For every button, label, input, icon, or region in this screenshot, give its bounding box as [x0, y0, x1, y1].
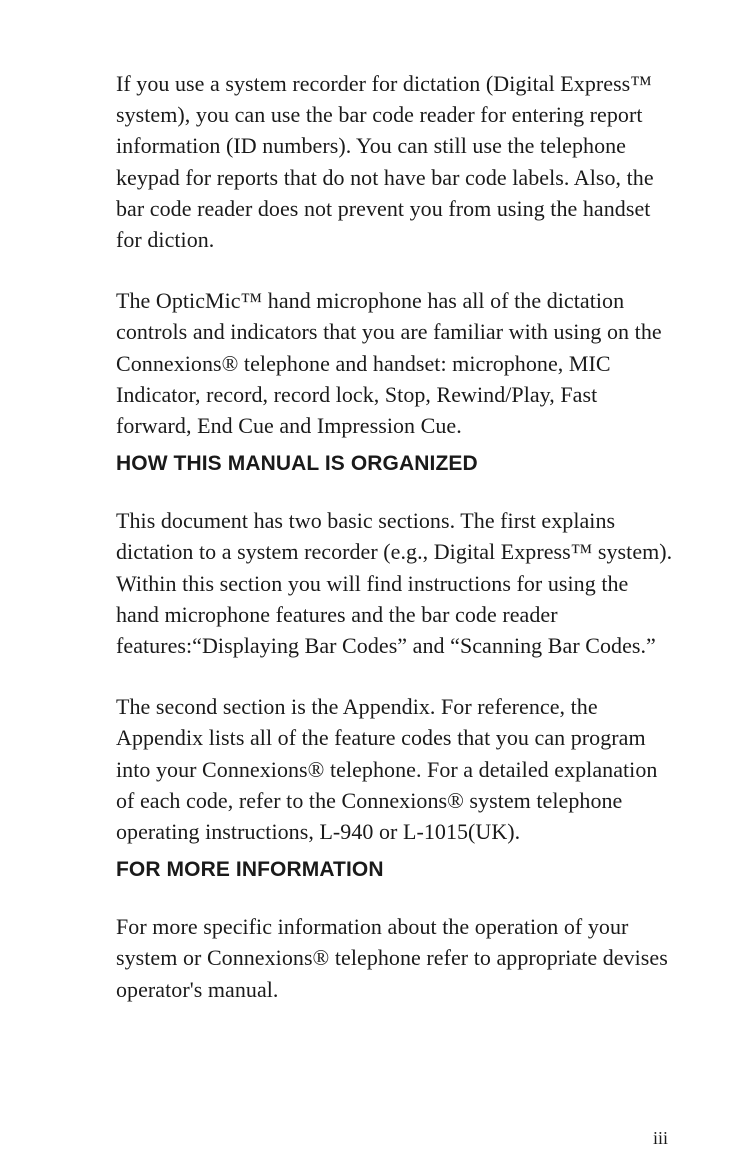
organization-paragraph-first-section: This document has two basic sections. The first explains dictation to a system recorder (e.g., Digital Express™ system). Within this section you will find instructions for using the hand microphone features and the bar code reader features:“Displaying Bar Codes” and “Scanning Bar Codes.” — [116, 508, 673, 659]
section-heading-manual-organization: HOW THIS MANUAL IS ORGANIZED — [116, 452, 478, 476]
section-heading-more-information: FOR MORE INFORMATION — [116, 858, 384, 882]
intro-paragraph-opticmic: The OpticMic™ hand microphone has all of the dictation controls and indicators that you are familiar with using on the Connexions® telephone and handset: microphone, MIC Indicator, record, record lock, Stop, Rewind/Play, Fast forward, End Cue and Impression Cue. — [116, 288, 662, 439]
intro-paragraph-bar-code-reader: If you use a system recorder for dictation (Digital Express™ system), you can use the bar code reader for entering report information (ID numbers). You can still use the telephone keypad for reports that do not have bar code labels. Also, the bar code reader does not prevent you from using the handset for diction. — [116, 71, 654, 253]
page-number: iii — [652, 1128, 668, 1148]
document-page — [116, 68, 676, 1005]
organization-paragraph-appendix: The second section is the Appendix. For reference, the Appendix lists all of the feature codes that you can program into your Connexions® telephone. For a detailed explanation of each code, refer to the Connexions® system telephone operating instructions, L-940 or L-1015(UK). — [116, 694, 658, 845]
more-information-paragraph: For more specific information about the operation of your system or Connexions® telephone refer to appropriate devises operator's manual. — [116, 914, 668, 1002]
